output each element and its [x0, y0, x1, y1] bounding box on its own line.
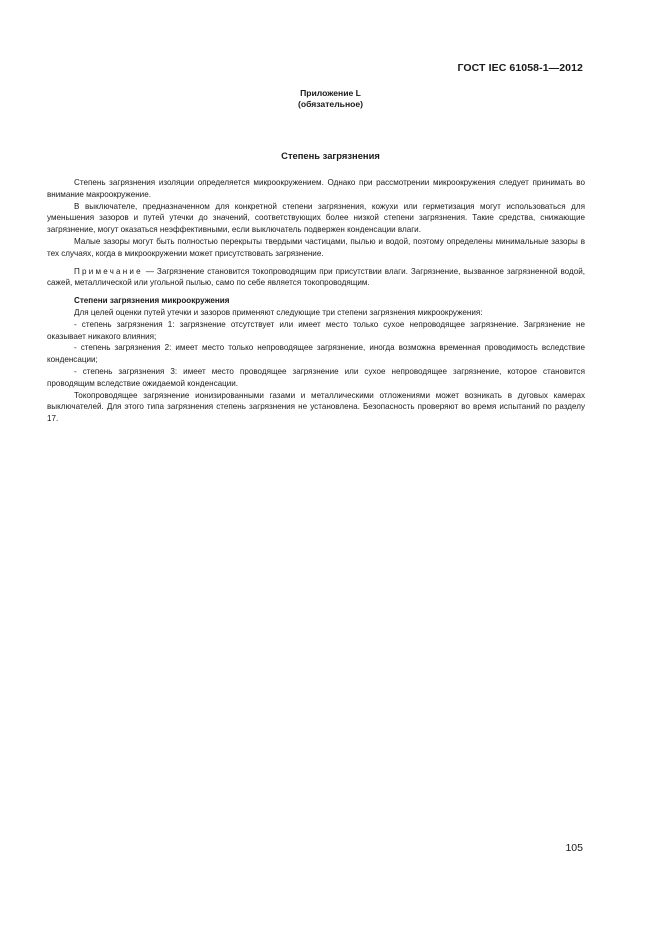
section-title: Степень загрязнения: [281, 150, 380, 161]
note-label: Примечание: [74, 266, 143, 276]
page-number: 105: [565, 842, 583, 854]
paragraph-2: В выключателе, предназначенном для конкретной степени загрязнения, кожухи или герметизация могут использоваться для уменьшения зазоров и путей утечки до значений, соответствующих более низкой степени загрязнения. Такие средства, снижающие загрязнение, могут оказаться неэффективными, если выключатель подвержен конденсации влаги.: [47, 201, 585, 235]
list-item-degree-2: - степень загрязнения 2: имеет место только непроводящее загрязнение, иногда возможна временная проводимость вследствие конденсации;: [47, 343, 585, 365]
annex-status: (обязательное): [297, 99, 364, 109]
paragraph-1: Степень загрязнения изоляции определяется микроокружением. Однако при рассмотрении микроокружения следует принимать во внимание макроокружение.: [47, 178, 585, 199]
standard-code: ГОСТ IEC 61058-1—2012: [457, 62, 583, 74]
annex-heading: [0, 88, 661, 110]
subsection-title: Степени загрязнения микроокружения: [74, 296, 230, 306]
annex-title: Приложение L: [300, 88, 361, 98]
note-text: — Загрязнение становится токопроводящим при присутствии влаги. Загрязнение, вызванное загрязненной водой, сажей, металлической или угольной пылью, само по себе является токопроводящим.: [47, 266, 585, 288]
paragraph-3: Малые зазоры могут быть полностью перекрыты твердыми частицами, пылью и водой, поэтому определены минимальные зазоры в тех случаях, когда в микроокружении может присутствовать загрязнение.: [47, 236, 585, 258]
subsection-intro: Для целей оценки путей утечки и зазоров применяют следующие три степени загрязнения микроокружения:: [74, 307, 483, 317]
list-item-degree-3: - степень загрязнения 3: имеет место проводящее загрязнение или сухое непроводящее загрязнение, которое становится проводящим вследствие ожидаемой конденсации.: [47, 366, 585, 388]
list-item-degree-1: - степень загрязнения 1: загрязнение отсутствует или имеет место только сухое непроводящее загрязнение. Загрязнение не оказывает никакого влияния;: [47, 319, 585, 341]
note: [47, 266, 585, 290]
document-body: [47, 177, 585, 425]
subsection-closing: Токопроводящее загрязнение ионизированными газами и металлическими отложениями может возникать в дуговых камерах выключателей. Для этого типа загрязнения степень загрязнения не установлена. Безопасность проверяют во время испытаний по разделу 17.: [47, 390, 585, 424]
